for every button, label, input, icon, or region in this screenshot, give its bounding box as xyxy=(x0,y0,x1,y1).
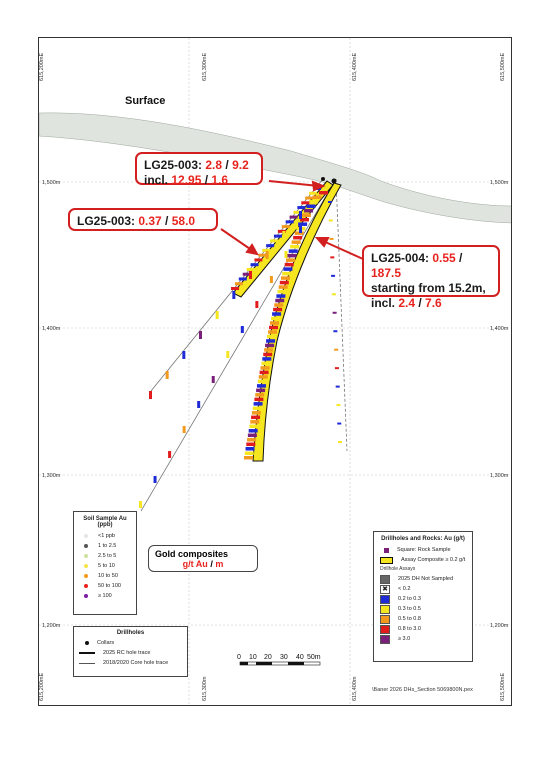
assay-interval-mark xyxy=(274,303,283,307)
assay-interval-mark xyxy=(258,380,267,384)
assay-interval-mark xyxy=(279,285,288,289)
assay-interval-mark xyxy=(263,353,272,357)
assay-interval-mark xyxy=(183,426,186,433)
soil-legend-item xyxy=(78,591,132,601)
easting-label-bottom: 615,200mE xyxy=(39,672,45,701)
callout-lg25-003-lower: LG25-003: 0.37 / 58.0 xyxy=(68,208,218,231)
drillholes-legend-title: Drillholes xyxy=(116,630,145,636)
assay-interval-mark xyxy=(286,258,295,262)
easting-label-top: 615,400mE xyxy=(352,52,358,81)
scale-tick: 10 xyxy=(249,654,257,661)
collar-dot-icon xyxy=(85,641,89,645)
assay-interval-mark xyxy=(268,330,277,334)
soil-dot-icon xyxy=(84,594,88,598)
assay-interval-mark xyxy=(329,219,333,221)
gold-composites-title: Gold composites xyxy=(155,549,229,559)
assay-interval-mark xyxy=(226,351,229,358)
assay-interval-mark xyxy=(258,254,266,257)
drillholes-legend xyxy=(73,626,188,677)
assay-interval-mark xyxy=(290,245,299,249)
assay-interval-mark xyxy=(309,192,317,195)
soil-legend-item xyxy=(78,571,132,581)
assay-interval-mark xyxy=(166,371,169,379)
assay-interval-mark xyxy=(266,339,275,343)
assay-interval-mark xyxy=(216,311,219,319)
assay-legend-item xyxy=(380,584,466,594)
below-threshold-x-icon: ✖ xyxy=(380,585,390,594)
assay-interval-mark xyxy=(330,238,334,240)
assay-interval-mark xyxy=(254,258,262,261)
assay-interval-mark xyxy=(275,299,284,303)
assay-interval-mark xyxy=(337,423,341,425)
assay-interval-mark xyxy=(319,191,328,195)
assay-interval-mark xyxy=(302,213,311,217)
soil-legend-label: 5 to 10 xyxy=(98,563,115,569)
assay-swatch-icon xyxy=(380,615,390,624)
easting-label-bottom: 615,400m xyxy=(352,676,358,701)
assay-legend-item xyxy=(380,574,466,584)
assay-interval-mark xyxy=(265,344,274,348)
assay-interval-mark xyxy=(246,443,255,447)
assay-interval-mark xyxy=(247,438,256,442)
assay-interval-mark xyxy=(197,401,200,408)
assay-legend-label: < 0.2 xyxy=(398,586,411,592)
assay-interval-mark xyxy=(287,254,296,257)
assay-interval-mark xyxy=(260,366,269,370)
soil-legend-label: 2.5 to 5 xyxy=(98,553,117,559)
assay-interval-mark xyxy=(212,376,215,383)
assay-interval-mark xyxy=(274,235,282,238)
assay-interval-mark xyxy=(276,294,285,298)
assay-interval-mark xyxy=(266,251,269,259)
assay-interval-mark xyxy=(333,330,337,332)
assay-interval-mark xyxy=(280,281,289,285)
elevation-label-left: 1,400m xyxy=(42,326,61,332)
assay-interval-mark xyxy=(139,501,142,508)
assay-interval-mark xyxy=(332,293,336,295)
assay-interval-mark xyxy=(248,434,257,438)
assay-interval-mark xyxy=(182,351,185,359)
assay-interval-mark xyxy=(245,452,254,456)
soil-dot-icon xyxy=(84,554,88,558)
assay-interval-mark xyxy=(264,348,273,352)
assay-interval-mark xyxy=(283,267,292,271)
assay-interval-mark xyxy=(270,321,279,325)
assay-interval-mark xyxy=(267,335,276,339)
assay-swatch-icon xyxy=(380,635,390,644)
assay-interval-mark xyxy=(333,312,337,314)
assay-interval-mark xyxy=(232,291,235,299)
callout-lg25-003-upper: LG25-003: 2.8 / 9.2 incl. 12.95 / 1.6 xyxy=(135,152,263,185)
assay-interval-mark xyxy=(304,209,313,213)
file-label: \Baner 2026 DHs_Section 5069800N.pex xyxy=(372,687,473,693)
assay-interval-mark xyxy=(251,263,259,266)
assay-interval-mark xyxy=(299,226,302,233)
assay-swatch-icon xyxy=(380,575,390,584)
assay-interval-mark xyxy=(292,240,301,244)
legend-item-core-trace: 2018/2020 Core hole trace xyxy=(79,658,182,668)
assay-interval-mark xyxy=(244,456,253,460)
rock-sample-square-icon xyxy=(384,548,389,553)
assay-interval-mark xyxy=(154,476,157,483)
assay-legend-label: 0.8 to 3.0 xyxy=(398,626,421,632)
assay-legend-label: 0.2 to 0.3 xyxy=(398,596,421,602)
soil-legend-label: 10 to 50 xyxy=(98,573,118,579)
legend-item-rc-trace: 2025 RC hole trace xyxy=(79,648,182,658)
assay-interval-mark xyxy=(235,282,243,285)
collar xyxy=(332,179,337,184)
soil-legend-item xyxy=(78,541,132,551)
assay-interval-mark xyxy=(334,349,338,351)
soil-legend-item xyxy=(78,581,132,591)
assay-interval-mark xyxy=(262,357,271,361)
assay-interval-mark xyxy=(255,393,264,397)
assay-swatch-icon xyxy=(380,625,390,634)
elevation-label-left: 1,200m xyxy=(42,623,61,629)
assay-interval-mark xyxy=(199,331,202,339)
assay-interval-mark xyxy=(328,201,332,203)
surface-label: Surface xyxy=(125,95,166,107)
assay-interval-mark xyxy=(257,384,266,388)
assay-legend-label: 0.3 to 0.5 xyxy=(398,606,421,612)
assay-interval-mark xyxy=(249,271,252,279)
elevation-label-right: 1,200m xyxy=(490,623,509,629)
assay-legend-item xyxy=(380,594,466,604)
assay-interval-mark xyxy=(290,216,298,219)
assay-interval-mark xyxy=(266,244,274,247)
assay-interval-mark xyxy=(286,220,294,223)
assay-legend-item xyxy=(380,604,466,614)
assay-interval-mark xyxy=(309,200,318,204)
assay-interval-mark xyxy=(249,429,258,433)
assay-legend-item xyxy=(380,614,466,624)
thin-line-icon xyxy=(79,663,95,664)
assay-interval-mark xyxy=(284,251,287,258)
soil-legend-label: 1 to 2.5 xyxy=(98,543,117,549)
scale-tick: 20 xyxy=(264,654,272,661)
assay-interval-mark xyxy=(273,308,282,312)
elevation-label-right: 1,300m xyxy=(490,473,509,479)
easting-label-bottom: 615,500mE xyxy=(500,672,506,701)
assay-interval-mark xyxy=(246,447,255,451)
assay-interval-mark xyxy=(313,195,322,199)
assay-interval-mark xyxy=(259,375,268,379)
assay-interval-mark xyxy=(168,451,171,458)
collar xyxy=(321,177,325,181)
soil-dot-icon xyxy=(84,564,88,568)
easting-label-bottom: 615,300m xyxy=(202,676,208,701)
assay-interval-mark xyxy=(330,256,334,258)
soil-legend-label: 50 to 100 xyxy=(98,583,121,589)
assay-legend-item xyxy=(380,624,466,634)
legend-item-composite: Assay Composite ≥ 0.2 g/t xyxy=(380,555,466,565)
elevation-label-right: 1,500m xyxy=(490,180,509,186)
assay-interval-mark xyxy=(239,277,247,280)
assay-interval-mark xyxy=(301,201,309,204)
soil-legend-title: Soil Sample Au (ppb) xyxy=(83,516,127,528)
legend-item-collars: Collars xyxy=(79,638,182,648)
gold-composites-box: Gold composites g/t Au / m xyxy=(148,545,258,572)
assay-interval-mark xyxy=(282,231,285,239)
soil-dot-icon xyxy=(84,574,88,578)
assay-interval-mark xyxy=(254,398,263,402)
assay-legend-title: Drillholes and Rocks: Au (g/t) xyxy=(381,536,465,542)
assay-interval-mark xyxy=(250,420,259,424)
composite-swatch-icon xyxy=(380,557,393,564)
assay-interval-mark xyxy=(241,326,244,333)
assay-interval-mark xyxy=(260,371,269,375)
assay-swatch-icon xyxy=(380,605,390,614)
assay-interval-mark xyxy=(338,441,342,443)
assay-interval-mark xyxy=(247,268,255,271)
assay-interval-mark xyxy=(299,211,302,219)
assay-interval-mark xyxy=(305,197,313,200)
assay-interval-mark xyxy=(271,317,280,321)
soil-legend-item xyxy=(78,551,132,561)
elevation-label-right: 1,400m xyxy=(490,326,509,332)
assay-interval-mark xyxy=(289,249,298,253)
assay-legend-subtitle: Drillhole Assays xyxy=(380,566,416,572)
assay-interval-mark xyxy=(272,312,281,316)
assay-interval-mark xyxy=(278,290,287,294)
assay-interval-mark xyxy=(254,402,263,406)
assay-interval-mark xyxy=(270,276,273,283)
assay-interval-mark xyxy=(231,287,239,290)
assay-interval-mark xyxy=(256,389,265,393)
scale-tick: 40 xyxy=(296,654,304,661)
assay-interval-mark xyxy=(149,391,152,399)
easting-label-top: 615,300mE xyxy=(202,52,208,81)
assay-interval-mark xyxy=(253,407,262,411)
legend-item-rock-sample: Square: Rock Sample xyxy=(380,545,466,555)
thick-line-icon xyxy=(79,652,95,654)
soil-dot-icon xyxy=(84,544,88,548)
assay-legend-label: 2025 DH Not Sampled xyxy=(398,576,454,582)
assay-interval-mark xyxy=(261,362,270,366)
assay-interval-mark xyxy=(331,275,335,277)
soil-sample-legend xyxy=(73,511,137,615)
assay-interval-mark xyxy=(270,239,278,242)
assay-interval-mark xyxy=(336,386,340,388)
assay-legend-item xyxy=(380,634,466,644)
soil-legend-label: ≥ 100 xyxy=(98,593,112,599)
assay-interval-mark xyxy=(336,404,340,406)
assay-interval-mark xyxy=(293,236,302,240)
assay-interval-mark xyxy=(285,263,294,267)
soil-legend-label: <1 ppb xyxy=(98,533,115,539)
elevation-label-left: 1,500m xyxy=(42,180,61,186)
assay-swatch-icon xyxy=(380,595,390,604)
assay-interval-mark xyxy=(335,367,339,369)
assay-interval-mark xyxy=(252,411,261,415)
easting-label-top: 615,500mE xyxy=(500,52,506,81)
scale-bar xyxy=(237,654,321,665)
assay-interval-mark xyxy=(251,416,260,420)
assay-interval-mark xyxy=(281,276,290,280)
surface-overburden-band xyxy=(39,113,512,223)
soil-legend-item xyxy=(78,531,132,541)
assay-interval-mark xyxy=(269,326,278,330)
callout-lg25-004: LG25-004: 0.55 / 187.5 starting from 15.2m, incl. 2.4 / 7.6 xyxy=(362,245,500,297)
soil-dot-icon xyxy=(84,584,88,588)
drillholes-rocks-legend xyxy=(373,531,473,662)
assay-legend-label: ≥ 3.0 xyxy=(398,636,411,642)
scale-tick: 30 xyxy=(280,654,288,661)
elevation-label-left: 1,300m xyxy=(42,473,61,479)
assay-interval-mark xyxy=(297,206,305,209)
soil-legend-item xyxy=(78,561,132,571)
assay-interval-mark xyxy=(249,425,258,429)
easting-label-top: 615,200mE xyxy=(39,52,45,81)
scale-tick: 0 xyxy=(237,654,241,661)
soil-dot-icon xyxy=(84,534,88,538)
scale-tick: 50m xyxy=(307,654,321,661)
assay-interval-mark xyxy=(255,301,258,308)
assay-interval-mark xyxy=(306,204,315,208)
assay-interval-mark xyxy=(298,222,307,226)
assay-interval-mark xyxy=(282,225,290,228)
assay-interval-mark xyxy=(282,272,291,276)
assay-legend-label: 0.5 to 0.8 xyxy=(398,616,421,622)
